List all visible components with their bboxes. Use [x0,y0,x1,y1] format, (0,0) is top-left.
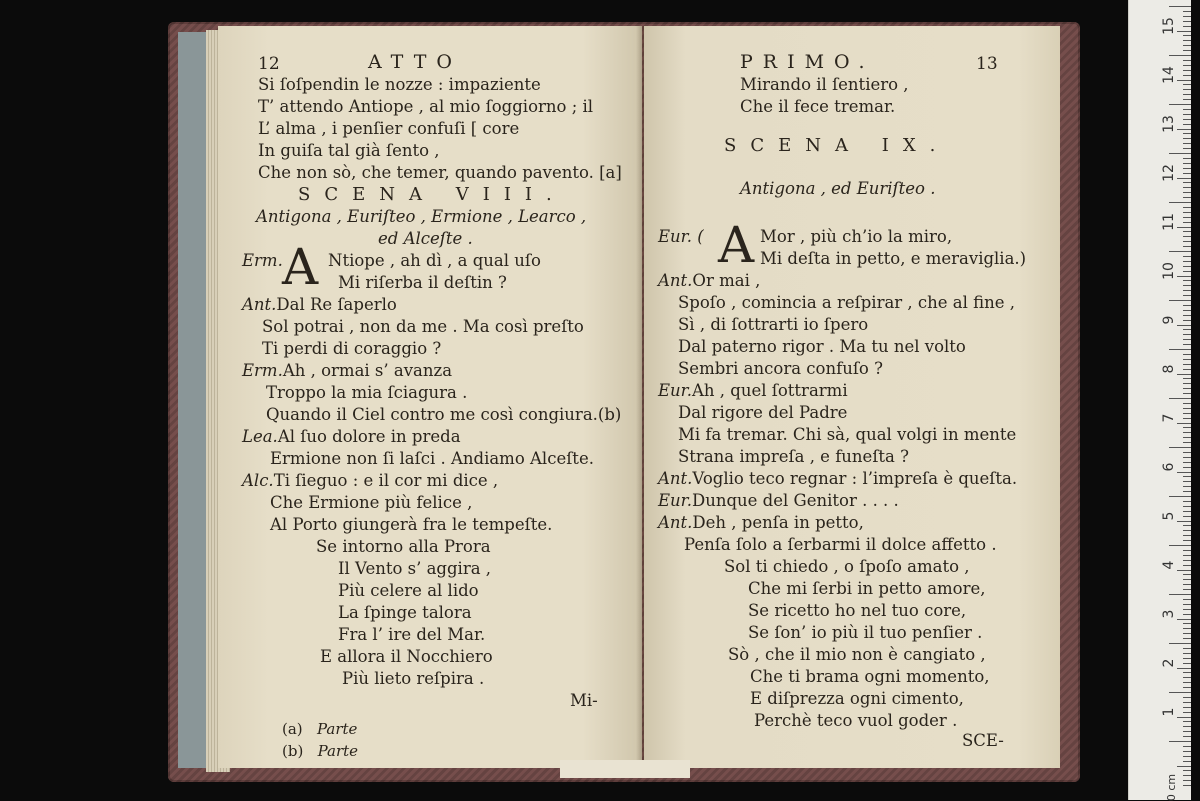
ruler-tick [1183,501,1191,502]
ruler-tick [1183,295,1191,296]
page-number-left: 12 [258,54,280,74]
ruler-tick [1183,609,1191,610]
ruler-number: 5 [1161,511,1177,521]
ruler-tick [1183,584,1191,585]
ruler-tick [1183,192,1191,193]
ruler-tick [1183,75,1191,76]
ruler-number: 9 [1161,315,1177,325]
ruler-tick [1183,285,1191,286]
dialogue-line: Quando il Ciel contro me così congiura.(b) [266,405,622,424]
drop-cap: A [718,216,755,274]
ruler-tick [1183,290,1191,291]
text-line: Mirando il ſentiero , [740,75,909,94]
ruler-number: 10 [1161,262,1177,280]
ruler-tick [1169,251,1191,252]
ruler-tick [1183,173,1191,174]
dialogue-text: Dunque del Genitor . . . . [692,491,899,510]
running-header-right: PRIMO. [740,51,875,73]
ruler-tick [1183,241,1191,242]
dialogue-row [658,469,1017,489]
ruler-tick [1183,50,1191,51]
ruler-tick [1177,717,1191,718]
ruler-tick [1169,104,1191,105]
ruler-tick [1169,398,1191,399]
ruler-number: 13 [1161,115,1177,133]
ruler-tick [1183,217,1191,218]
dialogue-line: Al Porto giungerà fra le tempeſte. [270,515,553,534]
ruler-tick [1177,276,1191,277]
ruler-tick [1183,457,1191,458]
dialogue-text: Ah , ormai s’ avanza [282,361,453,380]
ruler-tick [1183,677,1191,678]
speaker-label: Ant. [242,295,277,314]
ruler-tick [1183,785,1191,786]
speaker-label: Eur. ( [658,227,704,246]
ruler-tick [1183,599,1191,600]
cast-list: ed Alceſte . [378,229,473,248]
speaker-label: Ant. [658,513,693,532]
footnote-mark: (a) [282,720,303,738]
aria-line: Fra l’ ire del Mar. [338,625,486,644]
dialogue-line: Sembri ancora confuſo ? [678,359,883,378]
ruler-tick [1183,614,1191,615]
ruler-tick [1183,565,1191,566]
dialogue-text: Ti ſieguo : e il cor mi dice , [273,471,499,490]
ruler-tick [1183,124,1191,125]
ruler-tick [1183,731,1191,732]
dialogue-line: Dal rigore del Padre [678,403,848,422]
ruler-tick [1183,770,1191,771]
text-line: Si ſoſpendin le nozze : impaziente [258,75,541,94]
right-page [644,26,1060,768]
footnote-text: Parte [316,720,358,738]
catchword: Mi- [570,691,598,710]
ruler-tick [1183,99,1191,100]
ruler-tick [1183,437,1191,438]
ruler-number: 6 [1161,462,1177,472]
ruler-tick [1183,222,1191,223]
ruler-tick [1183,702,1191,703]
dialogue-text: Ah , quel ſottrarmi [692,381,848,400]
ruler-tick [1183,707,1191,708]
dialogue-row [242,295,397,315]
ruler-tick [1183,535,1191,536]
ruler-number: 4 [1161,560,1177,570]
footnote [282,741,358,761]
dialogue-line: Penſa ſolo a ſerbarmi il dolce affetto . [684,535,997,554]
ruler-tick [1183,726,1191,727]
speaker-label: Ant. [658,469,693,488]
ruler-tick [1183,70,1191,71]
aria-line: Se ricetto ho nel tuo core, [748,601,967,620]
aria-line: Più lieto reſpira . [342,669,485,688]
ruler-tick [1183,364,1191,365]
ruler-tick [1183,530,1191,531]
ruler-tick [1183,403,1191,404]
ruler-tick [1183,491,1191,492]
dialogue-line: Mi deſta in petto, e meraviglia.) [760,249,1027,268]
ruler-tick [1183,163,1191,164]
ruler-tick [1183,207,1191,208]
ruler-tick [1183,604,1191,605]
ruler-tick [1183,109,1191,110]
dialogue-line: Sol potrai , non da me . Ma così preſto [262,317,584,336]
aria-line: E diſprezza ogni cimento, [750,689,964,708]
scene-title: SCENA VIII. [298,184,566,205]
ruler-tick [1177,325,1191,326]
speaker-label: Ant. [658,271,693,290]
dialogue-text: Dal Re ſaperlo [276,295,397,314]
ruler-tick [1183,266,1191,267]
ruler-tick [1183,329,1191,330]
ruler-tick [1183,158,1191,159]
aria-line: Perchè teco vuol goder . [754,711,958,730]
ruler-tick [1183,197,1191,198]
ruler-tick [1183,339,1191,340]
ruler-tick [1183,26,1191,27]
ruler-tick [1183,60,1191,61]
scene-title: SCENA IX. [724,135,950,156]
ruler-tick [1169,55,1191,56]
measurement-ruler [1128,0,1191,800]
aria-line: Se intorno alla Prora [316,537,491,556]
ruler-tick [1183,310,1191,311]
ruler-tick [1177,619,1191,620]
catchword: SCE- [962,731,1004,750]
ruler-unit: 0 cm [1164,773,1178,801]
dialogue-line: Troppo la mia ſciagura . [266,383,468,402]
ruler-tick [1183,236,1191,237]
ruler-tick [1183,320,1191,321]
ruler-tick [1183,746,1191,747]
footnote [282,719,357,739]
ruler-tick [1183,16,1191,17]
ruler-tick [1177,668,1191,669]
ruler-tick [1183,516,1191,517]
aria-line: Se ſon’ io più il tuo penſier . [748,623,983,642]
ruler-tick [1183,418,1191,419]
ruler-tick [1169,692,1191,693]
dialogue-row [658,491,899,511]
ruler-tick [1183,780,1191,781]
ruler-tick [1183,35,1191,36]
text-line: In guiſa tal già ſento , [258,141,440,160]
dialogue-text: Al ſuo dolore in preda [277,427,461,446]
drop-cap: A [282,238,319,296]
ruler-tick [1183,94,1191,95]
dialogue-line: Spoſo , comincia a reſpirar , che al fine , [678,293,1016,312]
ruler-tick [1177,374,1191,375]
dialogue-text: Or mai , [692,271,761,290]
ruler-tick [1183,212,1191,213]
dialogue-line: Mi fa tremar. Chi sà, qual volgi in mente [678,425,1017,444]
ruler-tick [1183,672,1191,673]
ruler-tick [1183,138,1191,139]
dialogue-line: Ermione non ſi laſci . Andiamo Alceſte. [270,449,594,468]
ruler-tick [1183,751,1191,752]
ruler-tick [1183,11,1191,12]
ruler-tick [1183,550,1191,551]
ruler-tick [1183,393,1191,394]
ruler-tick [1183,305,1191,306]
speaker-label: Eur. [658,381,692,400]
dialogue-row [658,381,848,401]
footnote-text: Parte [317,742,359,760]
ruler-tick [1169,202,1191,203]
ruler-tick [1177,31,1191,32]
ruler-tick [1183,432,1191,433]
ruler-tick [1183,378,1191,379]
dialogue-line: Sì , di ſottrarti io ſpero [678,315,869,334]
dialogue-line: Mi riſerba il deſtin ? [338,273,507,292]
ruler-tick [1183,182,1191,183]
dialogue-text: Voglio teco regnar : l’impreſa è queſta. [692,469,1018,488]
ruler-tick [1183,334,1191,335]
aria-line: E allora il Nocchiero [320,647,493,666]
ruler-number: 1 [1161,707,1177,717]
ruler-tick [1183,633,1191,634]
ruler-tick [1177,227,1191,228]
speaker-label: Eur. [658,491,692,510]
ruler-tick [1183,658,1191,659]
ruler-tick [1183,623,1191,624]
ruler-tick [1183,388,1191,389]
ruler-tick [1183,579,1191,580]
ruler-tick [1183,663,1191,664]
aria-line: Che ti brama ogni momento, [750,667,990,686]
ruler-tick [1169,6,1191,7]
ruler-tick [1183,187,1191,188]
speaker-label: Erm. [242,361,283,380]
left-page [218,26,642,768]
dialogue-line: Ti perdi di coraggio ? [262,339,442,358]
ruler-tick [1183,354,1191,355]
ruler-tick [1177,521,1191,522]
ruler-number: 15 [1161,17,1177,35]
ruler-tick [1183,721,1191,722]
ruler-tick [1183,628,1191,629]
ruler-tick [1183,775,1191,776]
ruler-tick [1183,256,1191,257]
ruler-tick [1183,65,1191,66]
ruler-tick [1183,511,1191,512]
dialogue-line: Strana impreſa , e funeſta ? [678,447,909,466]
ruler-tick [1183,481,1191,482]
ruler-tick [1183,89,1191,90]
dialogue-row [658,513,864,533]
ruler-tick [1177,129,1191,130]
ruler-tick [1169,545,1191,546]
spine-edge [560,760,690,778]
ruler-tick [1177,472,1191,473]
ruler-tick [1169,153,1191,154]
cast-list: Antigona , ed Euriſteo . [740,179,936,198]
speaker-label: Lea. [242,427,278,446]
ruler-tick [1183,756,1191,757]
text-line: Che non sò, che temer, quando pavento. [a] [258,163,622,182]
ruler-tick [1183,648,1191,649]
ruler-tick [1183,21,1191,22]
ruler-tick [1183,408,1191,409]
ruler-number: 11 [1161,213,1177,231]
ruler-tick [1183,540,1191,541]
dialogue-text: Deh , penſa in petto, [692,513,864,532]
ruler-tick [1183,761,1191,762]
ruler-tick [1183,383,1191,384]
dialogue-line: Che Ermione più felice , [270,493,473,512]
page-number-right: 13 [976,54,998,74]
aria-line: La ſpinge talora [338,603,472,622]
aria-line: Il Vento s’ aggira , [338,559,492,578]
ruler-number: 8 [1161,364,1177,374]
ruler-tick [1183,736,1191,737]
ruler-tick [1183,168,1191,169]
ruler-tick [1169,594,1191,595]
ruler-tick [1169,643,1191,644]
ruler-tick [1183,427,1191,428]
ruler-tick [1183,560,1191,561]
ruler-number: 3 [1161,609,1177,619]
text-line: Che il fece tremar. [740,97,896,116]
ruler-tick [1183,476,1191,477]
ruler-tick [1183,280,1191,281]
ruler-tick [1169,496,1191,497]
ruler-tick [1177,178,1191,179]
cast-list: Antigona , Euriſteo , Ermione , Learco , [256,207,587,226]
ruler-tick [1183,486,1191,487]
running-header-left: ATTO [368,51,462,73]
ruler-tick [1183,231,1191,232]
ruler-tick [1169,300,1191,301]
ruler-tick [1183,467,1191,468]
dialogue-row [242,427,461,447]
ruler-tick [1177,766,1191,767]
ruler-tick [1183,40,1191,41]
ruler-tick [1169,349,1191,350]
ruler-number: 7 [1161,413,1177,423]
ruler-tick [1183,261,1191,262]
dialogue-row [242,471,498,491]
ruler-tick [1183,589,1191,590]
dialogue-line: Mor , più ch’io la miro, [760,227,953,246]
ruler-tick [1183,271,1191,272]
speaker-label: Alc. [242,471,274,490]
speaker-label: Erm. [242,251,283,270]
ruler-tick [1183,45,1191,46]
ruler-tick [1169,447,1191,448]
ruler-tick [1183,143,1191,144]
ruler-tick [1183,555,1191,556]
dialogue-row [242,361,452,381]
ruler-tick [1183,712,1191,713]
ruler-tick [1183,369,1191,370]
ruler-tick [1183,133,1191,134]
ruler-tick [1183,442,1191,443]
dialogue-row [658,271,760,291]
aria-line: Più celere al lido [338,581,479,600]
ruler-tick [1183,687,1191,688]
ruler-tick [1183,452,1191,453]
ruler-number: 12 [1161,164,1177,182]
ruler-tick [1183,84,1191,85]
ruler-tick [1183,119,1191,120]
aria-line: Sò , che il mio non è cangiato , [728,645,986,664]
ruler-tick [1183,114,1191,115]
ruler-tick [1183,462,1191,463]
ruler-tick [1183,359,1191,360]
ruler-tick [1183,525,1191,526]
aria-line: Sol ti chiedo , o ſpoſo amato , [724,557,970,576]
ruler-number: 2 [1161,658,1177,668]
footnote-mark: (b) [282,742,304,760]
ruler-number: 14 [1161,66,1177,84]
text-line: L’ alma , i penſier confuſi [ core [258,119,520,138]
ruler-tick [1183,682,1191,683]
ruler-tick [1183,246,1191,247]
aria-line: Che mi ſerbi in petto amore, [748,579,986,598]
ruler-tick [1183,148,1191,149]
ruler-tick [1177,423,1191,424]
ruler-tick [1183,413,1191,414]
ruler-tick [1183,697,1191,698]
dialogue-line: Dal paterno rigor . Ma tu nel volto [678,337,966,356]
ruler-tick [1183,638,1191,639]
ruler-tick [1183,506,1191,507]
dialogue-line: Ntiope , ah dì , a qual uſo [328,251,541,270]
ruler-tick [1177,570,1191,571]
ruler-tick [1169,741,1191,742]
ruler-tick [1183,344,1191,345]
ruler-tick [1183,315,1191,316]
ruler-tick [1183,653,1191,654]
text-line: T’ attendo Antiope , al mio ſoggiorno ; il [258,97,594,116]
ruler-tick [1183,574,1191,575]
ruler-tick [1177,80,1191,81]
